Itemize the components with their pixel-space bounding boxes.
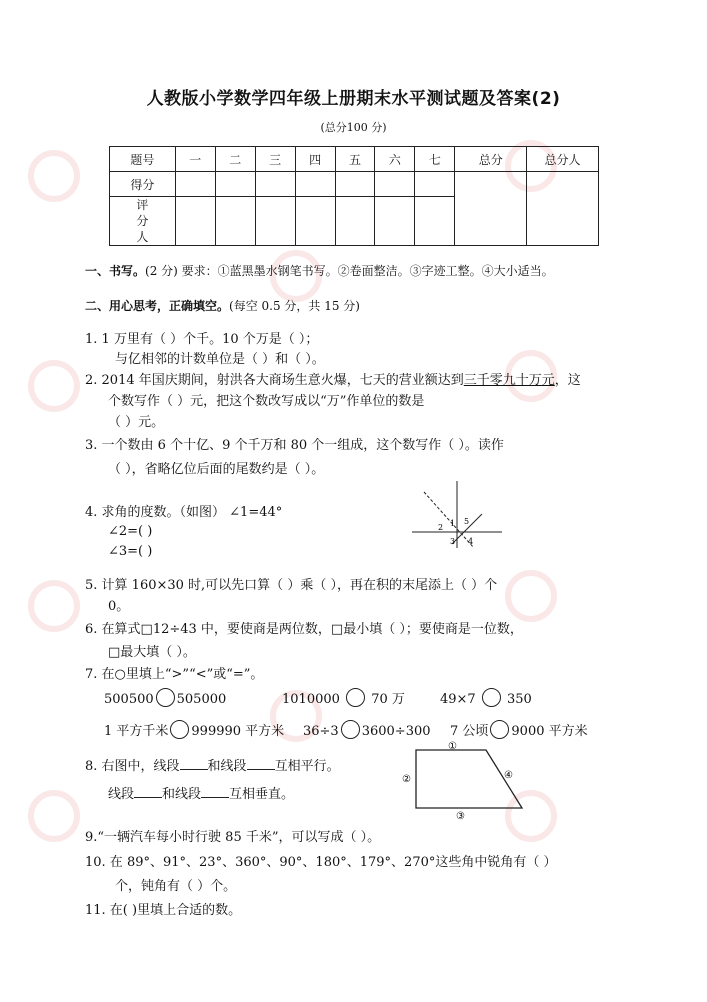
section-2-text: (每空 0.5 分，共 15 分) (229, 299, 360, 313)
question-2-line-1 (85, 369, 581, 388)
trapezoid-figure (398, 738, 528, 820)
watermark-logo (505, 570, 557, 622)
question-1-line-1: 1. 1 万里有（ ）个千。10 个万是（ ）； (85, 332, 319, 347)
score-cell[interactable] (375, 172, 415, 197)
question-5-line-2: 0。 (108, 599, 130, 614)
table-header-cell: 总分人 (527, 147, 599, 172)
score-table (109, 146, 599, 246)
watermark-logo (28, 580, 80, 632)
answer-blank[interactable] (247, 757, 275, 770)
question-6-line-2: □最大填（ ）。 (108, 645, 196, 660)
question-4-line-1: 4. 求角的度数。（如图） ∠1=44° (85, 505, 283, 520)
page-title: 人教版小学数学四年级上册期末水平测试题及答案(2) (146, 89, 561, 109)
total-grader-cell[interactable] (527, 172, 599, 246)
grader-cell[interactable] (295, 197, 335, 246)
question-6-line-1: 6. 在算式□12÷43 中，要使商是两位数，□最小填（ ）；要使商是一位数， (85, 622, 523, 637)
table-header-cell: 总分 (455, 147, 527, 172)
grader-cell[interactable] (175, 197, 215, 246)
score-cell[interactable] (255, 172, 295, 197)
table-header-cell: 四 (295, 147, 335, 172)
trapezoid-label-4: ④ (504, 770, 513, 781)
table-header-cell: 七 (415, 147, 455, 172)
question-2-line-2: 个数写作（ ）元，把这个数改写成以“万”作单位的数是 (108, 394, 425, 409)
compare-left: 1010000 (282, 692, 340, 707)
score-cell[interactable] (215, 172, 255, 197)
grader-cell[interactable] (375, 197, 415, 246)
question-4-line-3: ∠3=( ) (108, 544, 153, 559)
watermark-logo (28, 790, 80, 842)
grader-cell[interactable] (415, 197, 455, 246)
compare-right: 350 (507, 692, 532, 707)
table-header-cell: 六 (375, 147, 415, 172)
compare-circle[interactable] (156, 688, 175, 707)
section-2 (85, 297, 360, 314)
question-8-text: 和线段 (162, 787, 202, 802)
question-7-row-1-c (440, 688, 532, 707)
compare-circle[interactable] (346, 688, 365, 707)
trapezoid-label-2: ② (402, 774, 411, 785)
compare-circle[interactable] (341, 720, 360, 739)
trapezoid-label-3: ③ (456, 811, 465, 820)
score-cell[interactable] (415, 172, 455, 197)
compare-left: 500500 (104, 692, 154, 707)
compare-right: 505000 (176, 692, 227, 707)
question-2-underlined-amount: 三千零九十万元 (463, 373, 555, 388)
compare-left: 7 公顷 (450, 724, 489, 739)
table-header-cell: 一 (175, 147, 215, 172)
question-7-row-2 (104, 720, 284, 739)
question-10-line-1: 10. 在 89°、91°、23°、360°、90°、180°、179°、270°这些角中锐角有（ ） (85, 855, 557, 870)
question-4-line-2: ∠2=( ) (108, 524, 153, 539)
angle-label-4: 4 (468, 537, 474, 546)
question-8-text: 线段 (108, 787, 135, 802)
question-5-line-1: 5. 计算 160×30 时,可以先口算（ ）乘（ ），再在积的末尾添上（ ）个 (85, 578, 498, 593)
compare-right: 999990 平方米 (191, 724, 285, 739)
score-cell[interactable] (295, 172, 335, 197)
answer-blank[interactable] (134, 785, 162, 798)
grader-cell[interactable] (255, 197, 295, 246)
table-header-cell: 五 (335, 147, 375, 172)
watermark-logo (28, 360, 80, 412)
question-7-row-2-b (303, 720, 431, 739)
angle-label-5: 5 (464, 517, 470, 526)
question-8-text: 互相平行。 (274, 759, 340, 774)
question-3-line-2: （ ），省略亿位后面的尾数约是（ ）。 (108, 462, 325, 477)
grader-row-label: 评 分 人 (110, 197, 176, 246)
table-header-cell: 题号 (110, 147, 176, 172)
watermark-logo (28, 150, 80, 202)
question-10-line-2: 个，钝角有（ ）个。 (115, 879, 237, 894)
section-1-heading: 一、书写。 (85, 264, 146, 278)
angle-label-2: 2 (438, 523, 444, 532)
section-2-heading: 二、用心思考，正确填空。 (85, 299, 230, 313)
compare-circle[interactable] (170, 720, 189, 739)
score-cell[interactable] (335, 172, 375, 197)
grader-cell[interactable] (215, 197, 255, 246)
compare-right: 9000 平方米 (511, 724, 588, 739)
question-11: 11. 在( )里填上合适的数。 (85, 903, 242, 918)
section-1 (85, 262, 554, 279)
compare-circle[interactable] (490, 720, 509, 739)
angle-label-1: 1 (450, 519, 456, 528)
answer-blank[interactable] (180, 757, 208, 770)
question-8-text: 8. 右图中，线段 (85, 759, 180, 774)
angle-label-3: 3 (450, 537, 456, 546)
score-row (110, 172, 599, 197)
question-8-line-1 (85, 755, 340, 774)
question-7-row-1 (104, 688, 226, 707)
question-8-text: 和线段 (207, 759, 247, 774)
compare-left: 36÷3 (303, 724, 339, 739)
table-header-cell: 三 (255, 147, 295, 172)
grader-cell[interactable] (335, 197, 375, 246)
question-3-line-1: 3. 一个数由 6 个十亿、9 个千万和 80 个一组成，这个数写作（ ）。读作 (85, 438, 504, 453)
compare-right: 70 万 (371, 692, 405, 707)
compare-left: 49×7 (440, 692, 476, 707)
table-header-cell: 二 (215, 147, 255, 172)
score-cell[interactable] (175, 172, 215, 197)
question-8-line-2 (108, 783, 294, 802)
page-subtitle: (总分100 分) (320, 121, 387, 134)
section-1-text: (2 分) 要求：①蓝黑墨水钢笔书写。②卷面整洁。③字迹工整。④大小适当。 (145, 264, 554, 278)
compare-right: 3600÷300 (361, 724, 431, 739)
score-row-label: 得分 (110, 172, 176, 197)
question-7-row-1-b (282, 688, 405, 707)
answer-blank[interactable] (201, 785, 229, 798)
compare-left: 1 平方千米 (104, 724, 169, 739)
question-8-text: 互相垂直。 (229, 787, 295, 802)
question-7-line-1: 7. 在○里填上“>”“<”或“=”。 (85, 667, 264, 682)
trapezoid-label-1: ① (448, 741, 457, 752)
compare-circle[interactable] (482, 688, 501, 707)
question-2-text-end: ，这 (554, 373, 581, 388)
question-2-text: 2. 2014 年国庆期间，射洪各大商场生意火爆，七天的营业额达到 (85, 373, 464, 388)
question-2-line-3: （ ）元。 (108, 415, 165, 430)
score-table-header-row (110, 147, 599, 172)
angle-figure (412, 478, 502, 558)
question-9: 9.“一辆汽车每小时行驶 85 千米”，可以写成（ ）。 (85, 830, 381, 845)
question-7-row-2-c (450, 720, 588, 739)
total-score-cell[interactable] (455, 172, 527, 246)
question-1-line-2: 与亿相邻的计数单位是（ ）和（ ）。 (115, 352, 325, 367)
